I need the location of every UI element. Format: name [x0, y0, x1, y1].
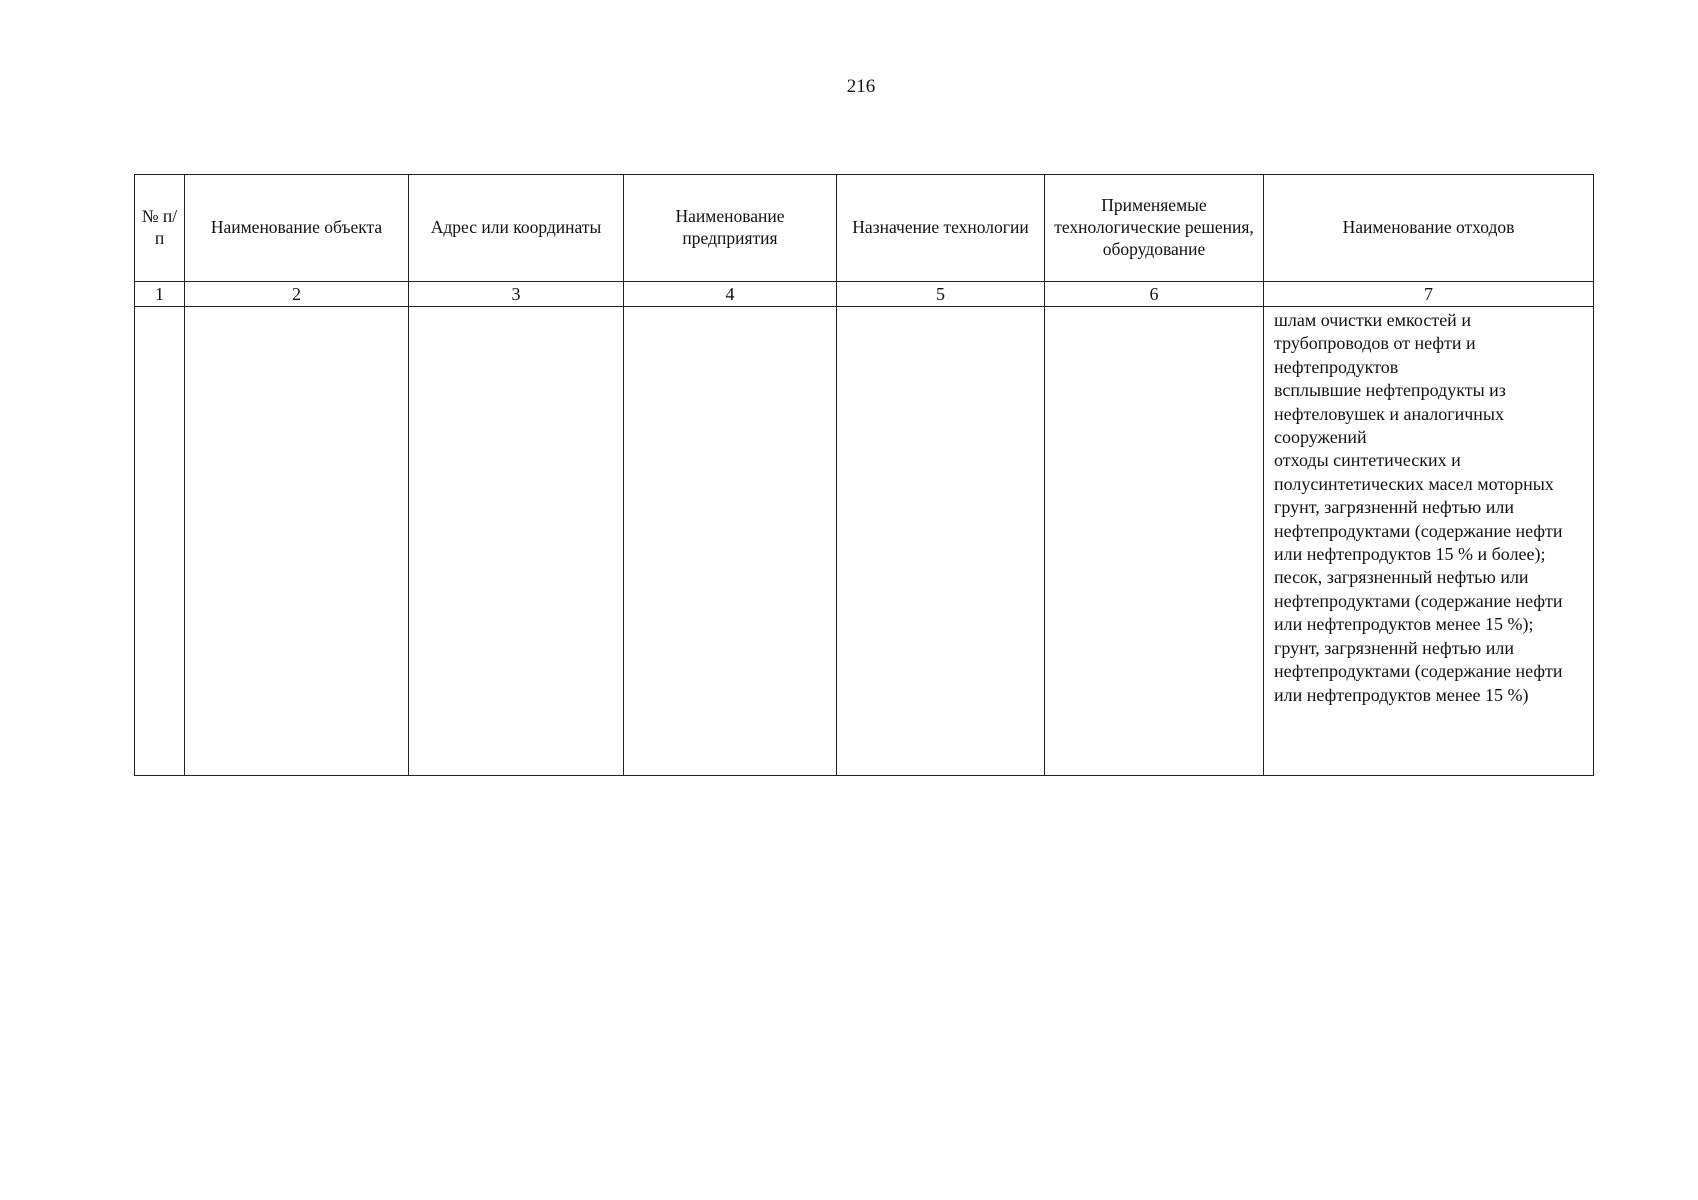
table-header-row [135, 175, 1594, 282]
column-number: 2 [185, 282, 409, 307]
page-number: 216 [846, 76, 876, 97]
header-waste: Наименование отходов [1264, 175, 1594, 282]
cell-purpose [837, 307, 1045, 776]
waste-item: грунт, загрязненнй нефтью или нефтепродуктами (содержание нефти или нефтепродуктов 15 % и более); песок, загрязненный нефтью или нефтепродуктами (содержание нефти или нефтепродуктов менее 15 %); [1274, 497, 1563, 635]
header-address: Адрес или координаты [409, 175, 624, 282]
cell-address [409, 307, 624, 776]
waste-item: грунт, загрязненнй нефтью или нефтепродуктами (содержание нефти или нефтепродуктов менее 15 %) [1274, 637, 1563, 705]
cell-waste-list [1264, 307, 1594, 776]
waste-item: отходы синтетических и полусинтетических масел моторных [1274, 450, 1554, 494]
column-number: 4 [624, 282, 837, 307]
cell-num [135, 307, 185, 776]
cell-object-name [185, 307, 409, 776]
column-number: 1 [135, 282, 185, 307]
waste-item: всплывшие нефтепродукты из нефтеловушек и аналогичных сооружений [1274, 380, 1506, 448]
column-number: 7 [1264, 282, 1594, 307]
header-solutions: Применяемые технологические решения, оборудование [1045, 175, 1264, 282]
header-num: № п/п [135, 175, 185, 282]
waste-technology-table [134, 174, 1594, 776]
column-number-row [135, 282, 1594, 307]
cell-solutions [1045, 307, 1264, 776]
waste-item: шлам очистки емкостей и трубопроводов от нефти и нефтепродуктов [1274, 310, 1476, 377]
cell-enterprise [624, 307, 837, 776]
column-number: 6 [1045, 282, 1264, 307]
header-object-name: Наименование объекта [185, 175, 409, 282]
header-enterprise: Наименование предприятия [624, 175, 837, 282]
column-number: 3 [409, 282, 624, 307]
table-row [135, 307, 1594, 776]
header-purpose: Назначение технологии [837, 175, 1045, 282]
column-number: 5 [837, 282, 1045, 307]
